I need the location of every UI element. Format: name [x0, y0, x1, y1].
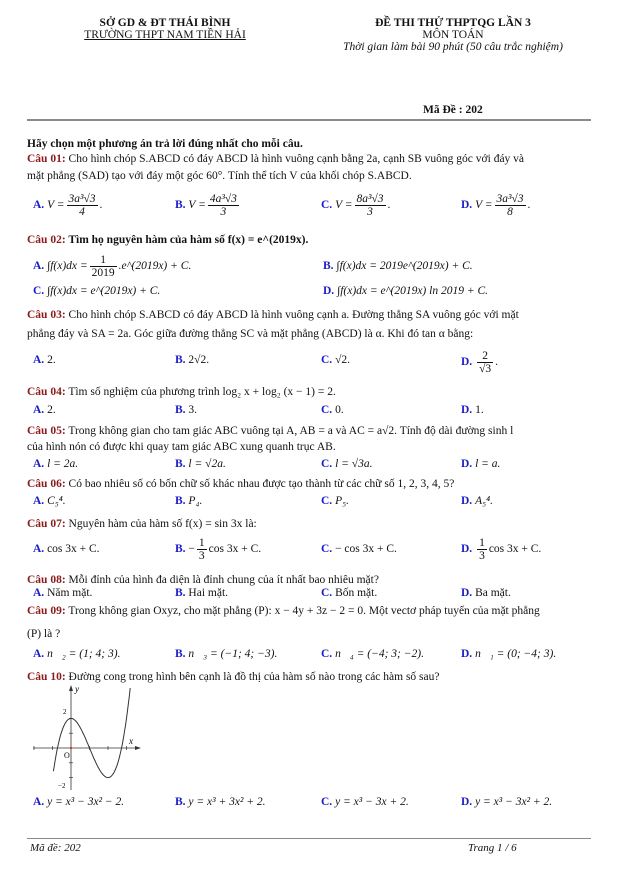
question-01	[27, 152, 524, 166]
option-c[interactable]: C. P₅.	[321, 495, 349, 507]
option-d[interactable]: D. $\frac{1}{3}$ cos 3x + C.	[461, 537, 542, 562]
option-d[interactable]: D. 1.	[461, 404, 484, 416]
question-label: Câu 07:	[27, 518, 66, 530]
question-02	[27, 233, 308, 247]
question-05-line2: của hình nón có được khi quay tam giác ABC xung quanh trục AB.	[27, 441, 336, 453]
y-tick-label-2: 2	[63, 708, 67, 716]
question-03-line2: phẳng đáy và SA = 2a. Góc giữa đường thẳng SC và mặt phẳng (ABCD) là α. Khi đó tan α bằng:	[27, 328, 474, 340]
question-label: Câu 05:	[27, 425, 66, 437]
question-text: Mỗi đỉnh của hình đa diện là đỉnh chung của ít nhất bao nhiêu mặt?	[68, 574, 379, 586]
question-09	[27, 604, 540, 618]
footer-exam-code: Mã đề: 202	[30, 842, 81, 854]
y-axis-arrow-icon	[69, 685, 73, 691]
option-b[interactable]: B. P₄.	[175, 495, 203, 507]
question-04	[27, 385, 336, 399]
header-right	[318, 17, 588, 53]
option-b[interactable]: B. 2√2.	[175, 354, 210, 366]
question-07-options	[33, 537, 593, 567]
question-label: Câu 03:	[27, 309, 66, 321]
question-07	[27, 517, 257, 531]
option-a[interactable]: A. 2.	[33, 404, 56, 416]
option-c[interactable]: C. ∫f(x)dx = e^(2019x) + C.	[33, 285, 161, 297]
question-label: Câu 02:	[27, 234, 66, 246]
option-c[interactable]: C. y = x³ − 3x + 2.	[321, 796, 409, 808]
question-label: Câu 01:	[27, 153, 66, 165]
option-d[interactable]: D. ∫f(x)dx = e^(2019x) ln 2019 + C.	[323, 285, 489, 297]
option-c[interactable]: C. − cos 3x + C.	[321, 543, 397, 555]
function-graph	[25, 680, 150, 795]
option-a[interactable]: A. y = x³ − 3x² − 2.	[33, 796, 125, 808]
option-c[interactable]: C. l = √3a.	[321, 458, 373, 470]
origin-label: O	[64, 751, 70, 760]
option-b[interactable]: B. n⃗₃ = (−1; 4; −3).	[175, 648, 278, 660]
option-a[interactable]: A. C₅⁴.	[33, 495, 66, 507]
origin-point	[70, 747, 72, 749]
question-01-line2: mặt phẳng (SAD) tạo với đáy một góc 60°. Tính thể tích V của khối chóp S.ABCD.	[27, 170, 412, 182]
option-d[interactable]: D. $\frac{2}{√3}$ .	[461, 350, 498, 375]
question-text: Cho hình chóp S.ABCD có đáy ABCD là hình vuông cạnh a. Đường thẳng SA vuông góc với mặt	[68, 309, 519, 321]
question-text: Trong không gian Oxyz, cho mặt phẳng (P): x − 4y + 3z − 2 = 0. Một vectơ pháp tuyến của mặt phẳng	[68, 605, 540, 617]
question-text: Đường cong trong hình bên cạnh là đồ thị của hàm số nào trong các hàm số sau?	[68, 671, 440, 683]
option-d[interactable]: D. y = x³ − 3x² + 2.	[461, 796, 553, 808]
exam-code: Mã Đề : 202	[423, 104, 483, 116]
question-label: Câu 08:	[27, 574, 66, 586]
subject: MÔN TOÁN	[422, 29, 484, 41]
option-a[interactable]: A. V = $\frac{\text{3a³√3}}{4}$ .	[33, 193, 103, 218]
option-b[interactable]: B. V = $\frac{\text{4a³√3}}{3}$	[175, 193, 237, 218]
question-label: Câu 09:	[27, 605, 66, 617]
option-b[interactable]: B. 3.	[175, 404, 198, 416]
question-02-options-row1	[33, 254, 593, 284]
question-text: Có bao nhiêu số có bốn chữ số khác nhau được tạo thành từ các chữ số 1, 2, 3, 4, 5?	[68, 478, 455, 490]
option-b[interactable]: B. y = x³ + 3x² + 2.	[175, 796, 266, 808]
question-10-options	[33, 796, 593, 826]
option-a[interactable]: A. Năm mặt.	[33, 587, 93, 599]
question-08	[27, 573, 379, 587]
question-09-line2: (P) là ?	[27, 628, 61, 640]
department-name: SỞ GD & ĐT THÁI BÌNH	[99, 17, 231, 29]
footer-page-number: Trang 1 / 6	[468, 842, 517, 854]
option-d[interactable]: D. Ba mặt.	[461, 587, 511, 599]
header-left	[40, 17, 290, 41]
option-b[interactable]: B. ∫f(x)dx = 2019e^(2019x) + C.	[323, 260, 473, 272]
option-c[interactable]: C. Bốn mặt.	[321, 587, 378, 599]
option-c[interactable]: C. n⃗₄ = (−4; 3; −2).	[321, 648, 424, 660]
option-d[interactable]: D. V = $\frac{\text{3a³√3}}{8}$ .	[461, 193, 531, 218]
option-c[interactable]: C. √2.	[321, 354, 350, 366]
option-b[interactable]: B. Hai mặt.	[175, 587, 229, 599]
option-c[interactable]: C. V = $\frac{\text{8a³√3}}{3}$ .	[321, 193, 391, 218]
graph-curve	[53, 688, 130, 778]
option-a[interactable]: A. l = 2a.	[33, 458, 79, 470]
option-b[interactable]: B. − $\frac{1}{3}$ cos 3x + C.	[175, 537, 262, 562]
x-axis-arrow-icon	[135, 746, 141, 750]
question-text: Tìm họ nguyên hàm của hàm số f(x) = e^(2019x).	[68, 234, 309, 246]
question-05	[27, 424, 513, 438]
duration: Thời gian làm bài 90 phút (50 câu trắc nghiệm)	[343, 41, 563, 53]
question-text: Nguyên hàm của hàm số f(x) = sin 3x là:	[68, 518, 257, 530]
footer-rule	[27, 838, 591, 839]
question-text: Cho hình chóp S.ABCD có đáy ABCD là hình vuông cạnh bằng 2a, cạnh SB vuông góc với đáy và	[68, 153, 525, 165]
option-d[interactable]: D. l = a.	[461, 458, 501, 470]
instruction: Hãy chọn một phương án trả lời đúng nhất cho mỗi câu.	[27, 138, 303, 150]
option-c[interactable]: C. 0.	[321, 404, 344, 416]
option-d[interactable]: D. A₅⁴.	[461, 495, 493, 507]
question-03	[27, 308, 519, 322]
question-06	[27, 477, 454, 491]
question-text: Trong không gian cho tam giác ABC vuông tại A, AB = a và AC = a√2. Tính độ dài đường sinh l	[68, 425, 514, 437]
question-03-options	[33, 350, 593, 380]
option-b[interactable]: B. l = √2a.	[175, 458, 226, 470]
option-a[interactable]: A. n⃗₂ = (1; 4; 3).	[33, 648, 121, 660]
question-label: Câu 06:	[27, 478, 66, 490]
school-name: TRƯỜNG THPT NAM TIỀN HẢI	[84, 29, 246, 41]
option-a[interactable]: A. cos 3x + C.	[33, 543, 100, 555]
question-label: Câu 04:	[27, 386, 66, 398]
question-01-options	[33, 193, 593, 223]
header-rule	[27, 119, 591, 121]
option-a[interactable]: A. ∫f(x)dx = $\frac{1}{2019}$ .e^(2019x) + C.	[33, 254, 192, 279]
option-a[interactable]: A. 2.	[33, 354, 56, 366]
question-label: Câu 10:	[27, 671, 66, 683]
x-axis-label: x	[129, 736, 133, 746]
y-axis-label: y	[75, 684, 79, 694]
exam-title: ĐỀ THI THỬ THPTQG LẦN 3	[375, 17, 531, 29]
question-text: Tìm số nghiệm của phương trình log₂ x + log₂ (x − 1) = 2.	[68, 386, 336, 398]
option-d[interactable]: D. n⃗₁ = (0; −4; 3).	[461, 648, 557, 660]
y-tick-label-minus-2: −2	[58, 782, 66, 790]
